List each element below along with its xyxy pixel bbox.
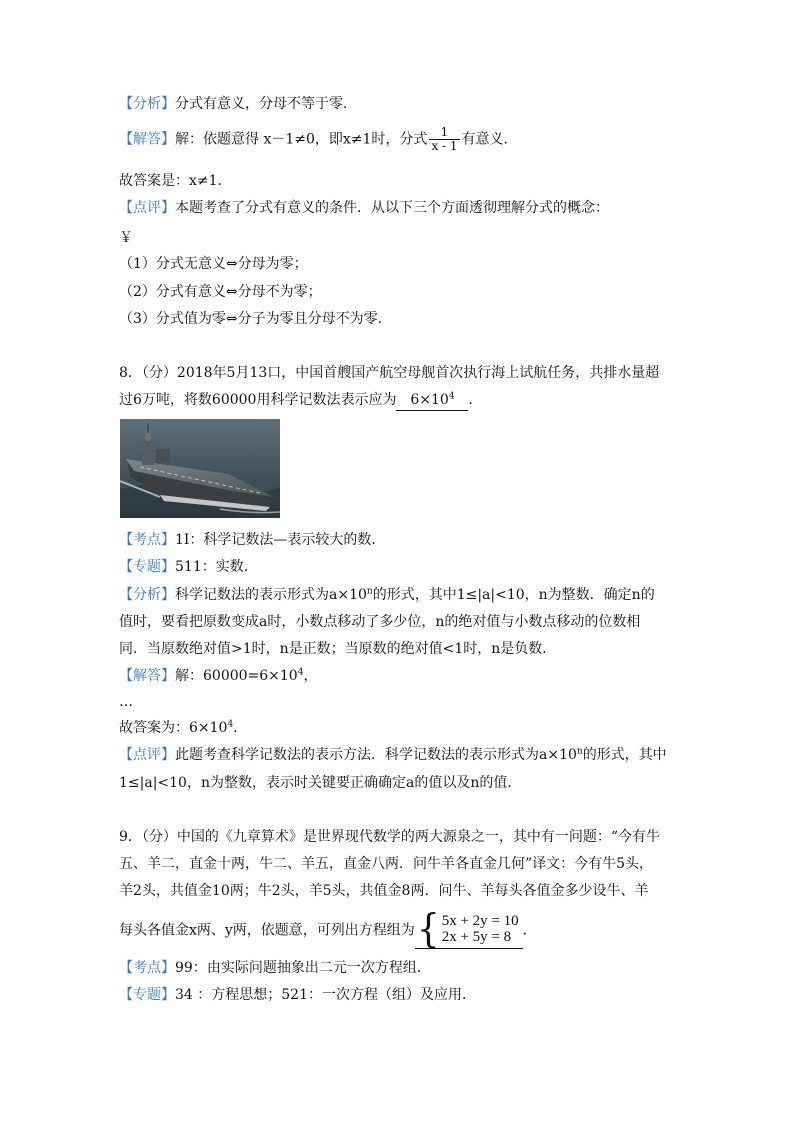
solution-tag: 【解答】 (119, 668, 175, 684)
q8-blank-base: 6×10 (410, 392, 449, 408)
solution-tag: 【解答】 (119, 131, 175, 148)
q9-stem-line-2: 五、羊二，直金十两，牛二、羊五，直金八两．问牛羊各直金几何”译文：今有牛5头， (119, 856, 654, 872)
fraction-denominator: x - 1 (431, 139, 458, 154)
brace-icon: { (416, 906, 440, 952)
equation-2: 2x + 5y = 8 (441, 929, 512, 945)
analysis-tag: 【分析】 (119, 96, 175, 112)
zhuanti-tag: 【专题】 (119, 559, 175, 575)
q8-stem-pre: 过6万吨，将数60000用科学记数法表示应为 (119, 392, 397, 408)
kaodian-tag: 【考点】 (119, 532, 175, 548)
analysis-exponent: n (366, 586, 373, 597)
q7-point-1: （1）分式无意义⇔分母为零； (119, 256, 308, 272)
solution-text-pre: 解：依题意得 x－1≠0，即x≠1时，分式 (175, 131, 428, 148)
q8-kaodian (119, 532, 385, 550)
q8-analysis-line-1 (119, 587, 655, 605)
q8-comment-line-1 (119, 747, 667, 765)
q9-kaodian (119, 960, 431, 978)
comment-text-pre: 此题考查科学记数法的表示方法．科学记数法的表示形式为a×10 (175, 747, 577, 763)
equation-1: 5x + 2y = 10 (441, 913, 519, 930)
equation-list (442, 914, 519, 946)
comment-text-post: 的形式，其中 (582, 747, 667, 763)
q8-stem-line-1: 8．（分）2018年5月13口，中国首艘国产航空母舰首次执行海上试航任务，共排水量超 (119, 365, 660, 381)
comment-tag: 【点评】 (119, 200, 175, 216)
analysis-tag: 【分析】 (119, 587, 175, 603)
q8-answer (119, 720, 247, 738)
q8-ellipsis: … (119, 694, 133, 710)
q8-analysis-line-3: 同．当原数绝对值>1时，n是正数；当原数的绝对值<1时，n是负数． (119, 641, 557, 657)
analysis-text: 分式有意义，分母不等于零． (175, 96, 357, 112)
answer-exponent: 4 (227, 719, 234, 730)
q8-zhuanti (119, 559, 258, 577)
q7-answer: 故答案是：x≠1． (119, 173, 232, 189)
aircraft-carrier-photo (120, 419, 280, 518)
q9-stem-line-4 (119, 906, 537, 952)
zhuanti-tag: 【专题】 (119, 987, 175, 1003)
q8-stem-line-2 (119, 392, 482, 411)
kaodian-text: 1I：科学记数法—表示较大的数． (175, 532, 386, 548)
equation-system-blank (415, 906, 523, 952)
q8-solution (119, 668, 317, 686)
kaodian-tag: 【考点】 (119, 960, 175, 976)
q8-comment-line-2: 1≤|a|<10，n为整数，表示时关键要正确确定a的值以及n的值． (119, 775, 522, 791)
q9-stem-post: ． (522, 922, 537, 939)
solution-post: ， (303, 668, 318, 684)
solution-text-post: 有意义． (461, 131, 518, 148)
q9-zhuanti (119, 987, 476, 1005)
q9-stem-line-1: 9．（分）中国的《九章算术》是世界现代数学的两大源泉之一，其中有一问题：“今有牛 (119, 829, 661, 845)
fraction-numerator: 1 (440, 125, 449, 139)
q8-answer-blank (396, 392, 468, 411)
q7-point-3: （3）分式值为零⇔分子为零且分母不为零． (119, 311, 392, 327)
comment-text: 本题考查了分式有意义的条件．从以下三个方面透彻理解分式的概念： (175, 200, 609, 216)
q9-stem-line-3: 羊2头，共值金10两；牛2头，羊5头，共值金8两．问牛、羊每头各值金多少设牛、羊 (119, 883, 649, 899)
answer-base: 故答案为：6×10 (119, 720, 228, 736)
kaodian-text: 99：由实际问题抽象出二元一次方程组． (175, 960, 431, 976)
analysis-text-pre: 科学记数法的表示形式为a×10 (175, 587, 367, 603)
q8-analysis-line-2: 值时，要看把原数变成a时，小数点移动了多少位，n的绝对值与小数点移动的位数相 (119, 614, 641, 630)
fraction (429, 126, 459, 153)
q7-solution (119, 126, 518, 153)
q7-symbol: ￥ (119, 230, 133, 246)
q8-stem-post: ． (468, 392, 483, 408)
q7-point-2: （2）分式有意义⇔分母不为零； (119, 284, 322, 300)
comment-tag: 【点评】 (119, 747, 175, 763)
answer-post: ． (233, 720, 248, 736)
q7-analysis (119, 96, 357, 114)
solution-base: 解：60000=6×10 (175, 668, 298, 684)
q8-blank-exponent: 4 (448, 391, 455, 402)
solution-exponent: 4 (297, 667, 304, 678)
q9-stem-pre: 每头各值金x两、y两，依题意，可列出方程组为 (119, 922, 415, 939)
analysis-text-post: 的形式，其中1≤|a|<10，n为整数．确定n的 (372, 587, 655, 603)
zhuanti-text: 34 ：方程思想；521：一次方程（组）及应用． (175, 987, 476, 1003)
comment-exponent: n (576, 746, 583, 757)
q7-comment (119, 200, 609, 218)
zhuanti-text: 511：实数． (175, 559, 258, 575)
